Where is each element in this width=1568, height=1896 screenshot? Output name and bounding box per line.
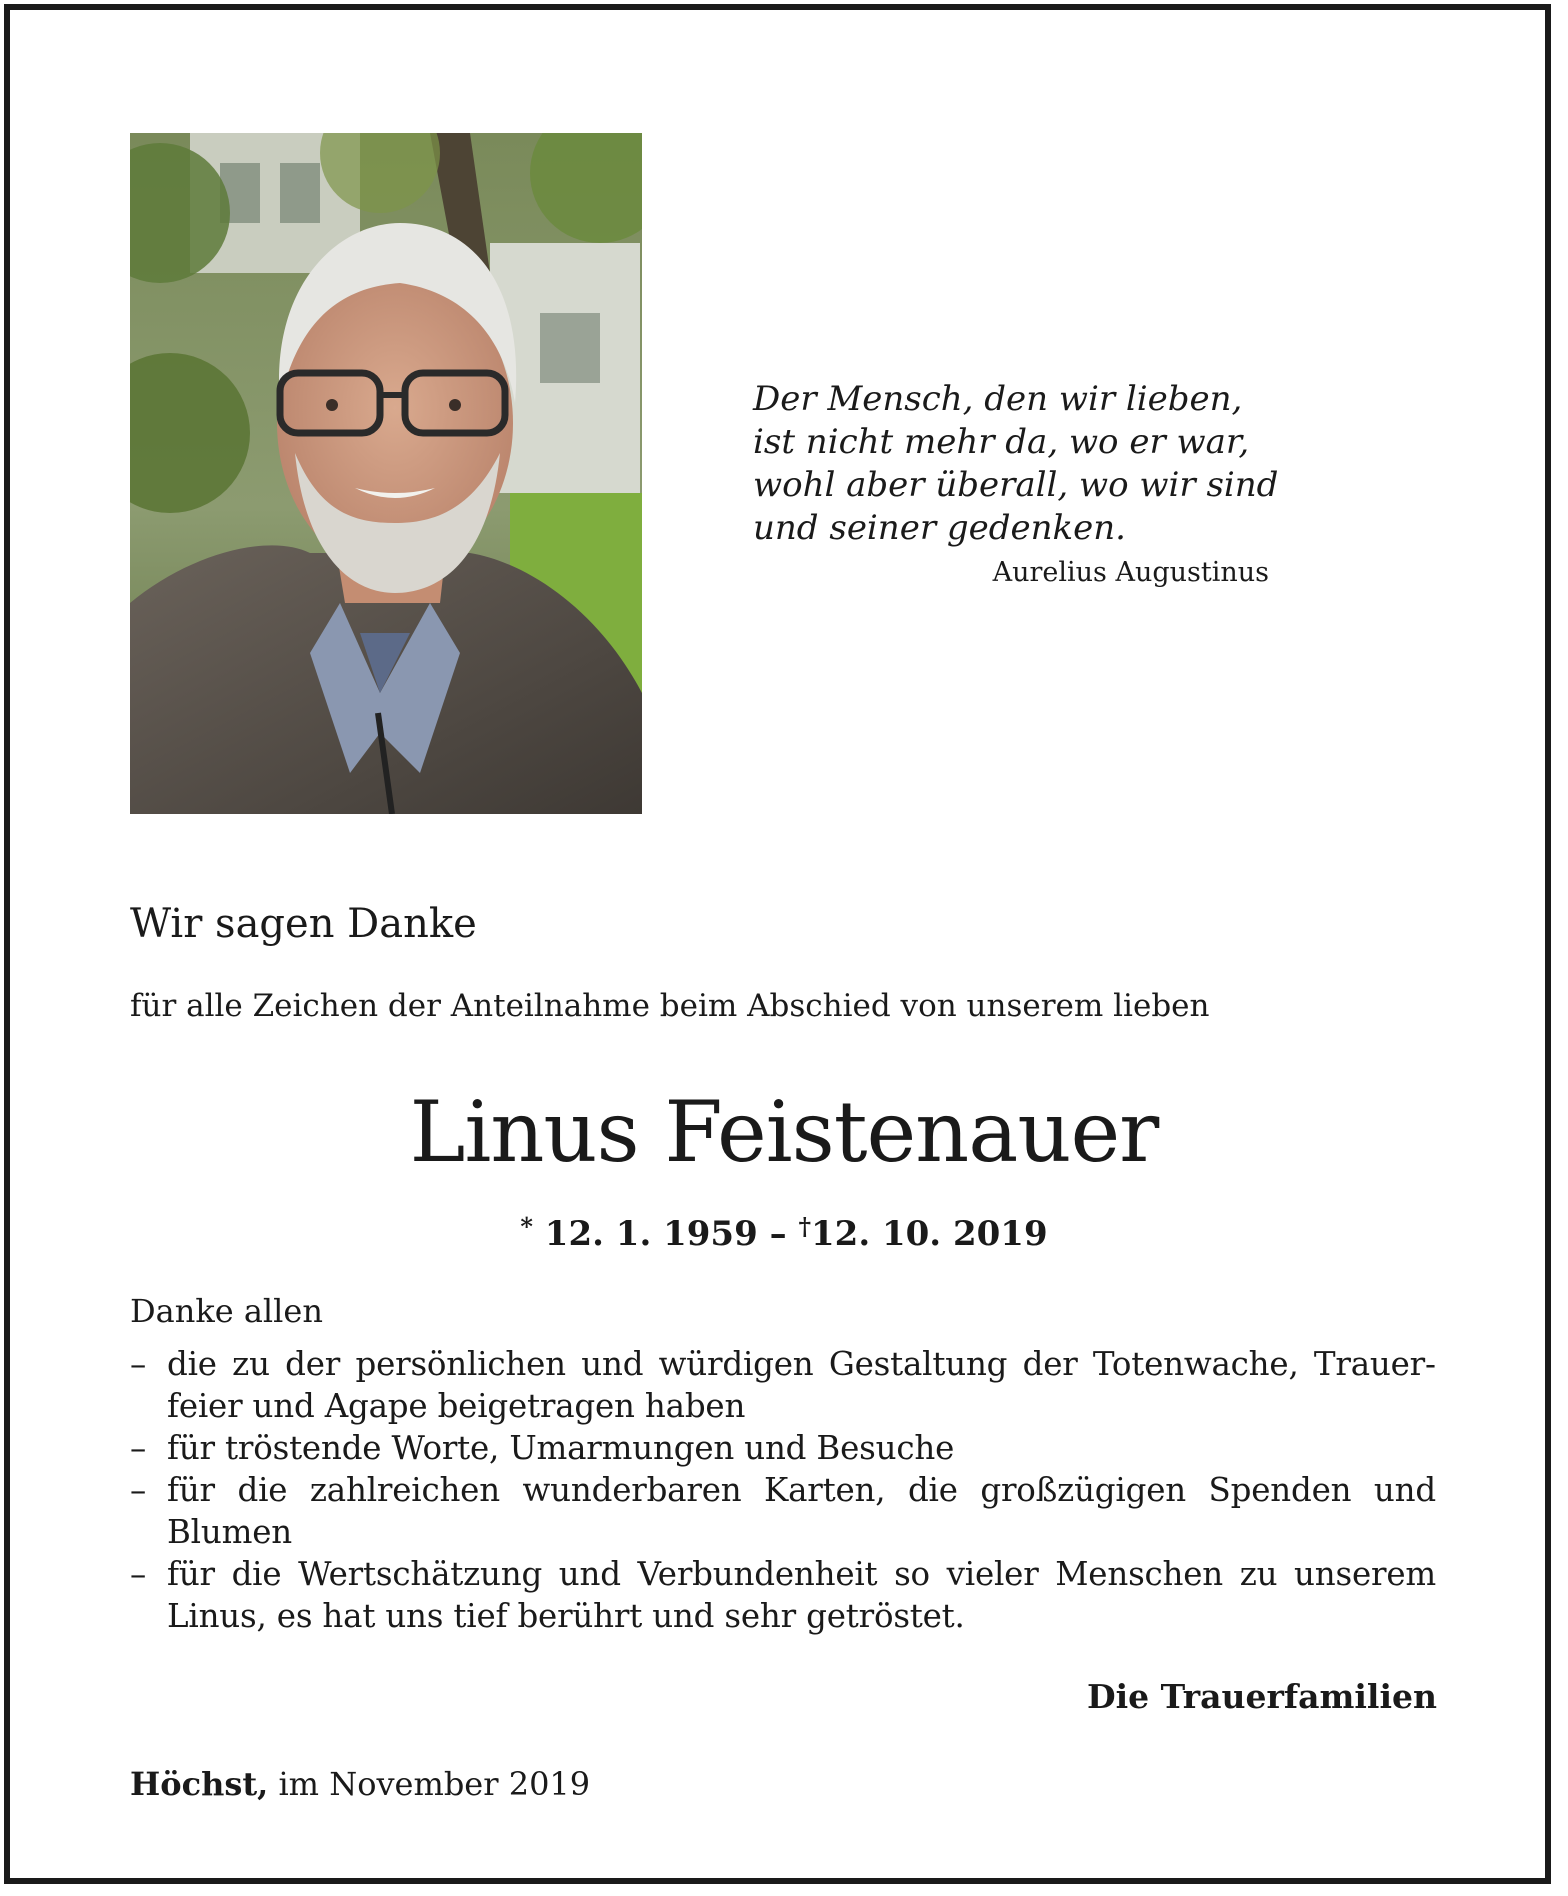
place-date (130, 1763, 590, 1805)
list-item-text: für tröstende Worte, Umarmungen und Besuche (167, 1429, 955, 1467)
quote-line: Der Mensch, den wir lieben, (753, 379, 1243, 419)
gratitude-lead: Danke allen (130, 1292, 323, 1330)
birth-symbol: * (520, 1212, 533, 1241)
list-item (130, 1469, 1436, 1553)
list-item (130, 1427, 1436, 1469)
gratitude-list (130, 1343, 1436, 1637)
list-dash: – (130, 1345, 147, 1383)
death-date: 12. 10. 2019 (811, 1214, 1048, 1254)
quote-author: Aurelius Augustinus (992, 557, 1269, 588)
list-item-text: für die zahlreichen wunderbaren Karten, die großzügigen Spenden und Blumen (167, 1471, 1436, 1551)
deceased-name: Linus Feistenauer (409, 1083, 1159, 1181)
place: Höchst, (130, 1765, 269, 1803)
date-separator: – (769, 1214, 787, 1254)
thanks-intro: für alle Zeichen der Anteilnahme beim Abschied von unserem lieben (130, 988, 1210, 1024)
quote-line: ist nicht mehr da, wo er war, (753, 422, 1250, 462)
thanks-heading: Wir sagen Danke (130, 901, 477, 947)
quote-block (753, 378, 1279, 590)
list-item-text: für die Wertschätzung und Verbundenheit so vieler Menschen zu unserem Linus, es hat uns tief berührt und sehr getröstet. (167, 1555, 1436, 1635)
portrait-photo (130, 133, 642, 814)
list-item (130, 1553, 1436, 1637)
death-symbol: † (798, 1212, 811, 1241)
birth-date: 12. 1. 1959 (544, 1214, 758, 1254)
list-dash: – (130, 1555, 147, 1593)
list-dash: – (130, 1471, 147, 1509)
signature: Die Trauerfamilien (1086, 1677, 1437, 1716)
quote-line: und seiner gedenken. (753, 508, 1126, 548)
notice-date: im November 2019 (278, 1765, 591, 1803)
list-dash: – (130, 1429, 147, 1467)
quote-line: wohl aber überall, wo wir sind (753, 465, 1279, 505)
list-item-text: die zu der persönlichen und würdigen Gestaltung der Totenwache, Trauerfeier und Agape beigetragen haben (167, 1345, 1436, 1425)
life-dates (0, 1205, 1568, 1256)
list-item (130, 1343, 1436, 1427)
